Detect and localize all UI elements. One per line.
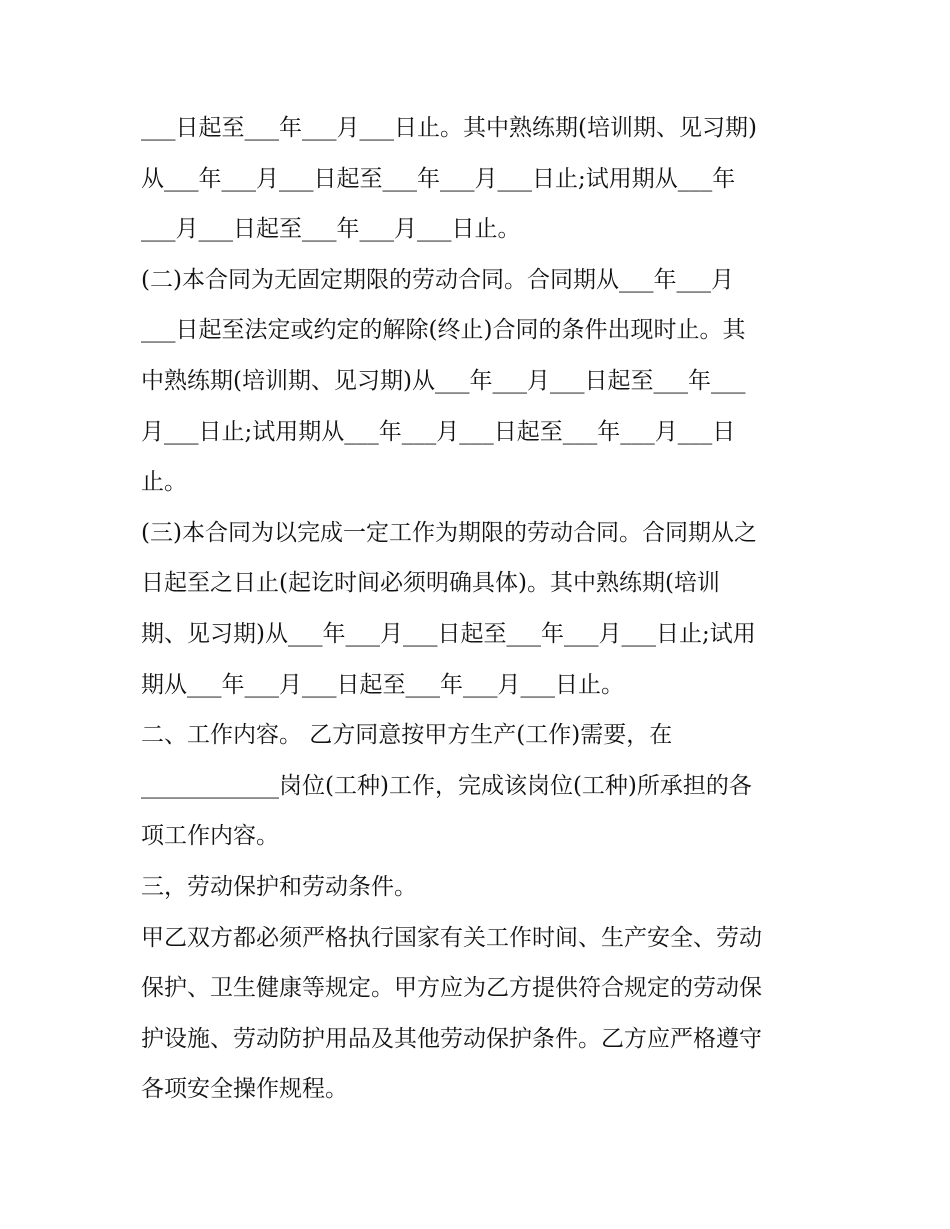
text-line-19: 护设施、劳动防护用品及其他劳动保护条件。乙方应严格遵守 [141, 1025, 762, 1052]
text-line-1: ___日起至___年___月___日止。其中熟练期(培训期、见习期) [141, 115, 757, 141]
text-line-4: (二)本合同为无固定期限的劳动合同。合同期从___年___月 [141, 266, 734, 293]
text-line-5: ___日起至法定或约定的解除(终止)合同的条件出现时止。其 [141, 317, 746, 344]
text-line-2: 从___年___月___日起至___年___月___日止;试用期从___年 [141, 165, 736, 192]
text-line-16: 三，劳动保护和劳动条件。 [141, 873, 417, 900]
text-line-20: 各项安全操作规程。 [141, 1076, 348, 1103]
text-line-7: 月___日止;试用期从___年___月___日起至___年___月___日 [141, 418, 736, 445]
document-body [141, 103, 821, 1115]
text-line-11: 期、见习期)从___年___月___日起至___年___月___日止;试用 [141, 620, 756, 647]
text-line-17: 甲乙双方都必须严格执行国家有关工作时间、生产安全、劳动 [141, 924, 762, 951]
text-line-8: 止。 [141, 469, 187, 496]
text-line-3: ___月___日起至___年___月___日止。 [141, 216, 521, 243]
text-line-13: 二、工作内容。 乙方同意按甲方生产(工作)需要，在 [141, 722, 673, 749]
text-line-10: 日起至之日止(起讫时间必须明确具体)。其中熟练期(培训 [141, 570, 720, 597]
text-line-6: 中熟练期(培训期、见习期)从___年___月___日起至___年___ [141, 367, 746, 394]
text-line-18: 保护、卫生健康等规定。甲方应为乙方提供符合规定的劳动保 [141, 975, 762, 1002]
text-line-12: 期从___年___月___日起至___年___月___日止。 [141, 671, 624, 698]
text-line-14: ____________岗位(工种)工作，完成该岗位(工种)所承担的各 [141, 772, 752, 799]
text-line-15: 项工作内容。 [141, 823, 279, 850]
text-line-9: (三)本合同为以完成一定工作为期限的劳动合同。合同期从之 [141, 519, 757, 546]
